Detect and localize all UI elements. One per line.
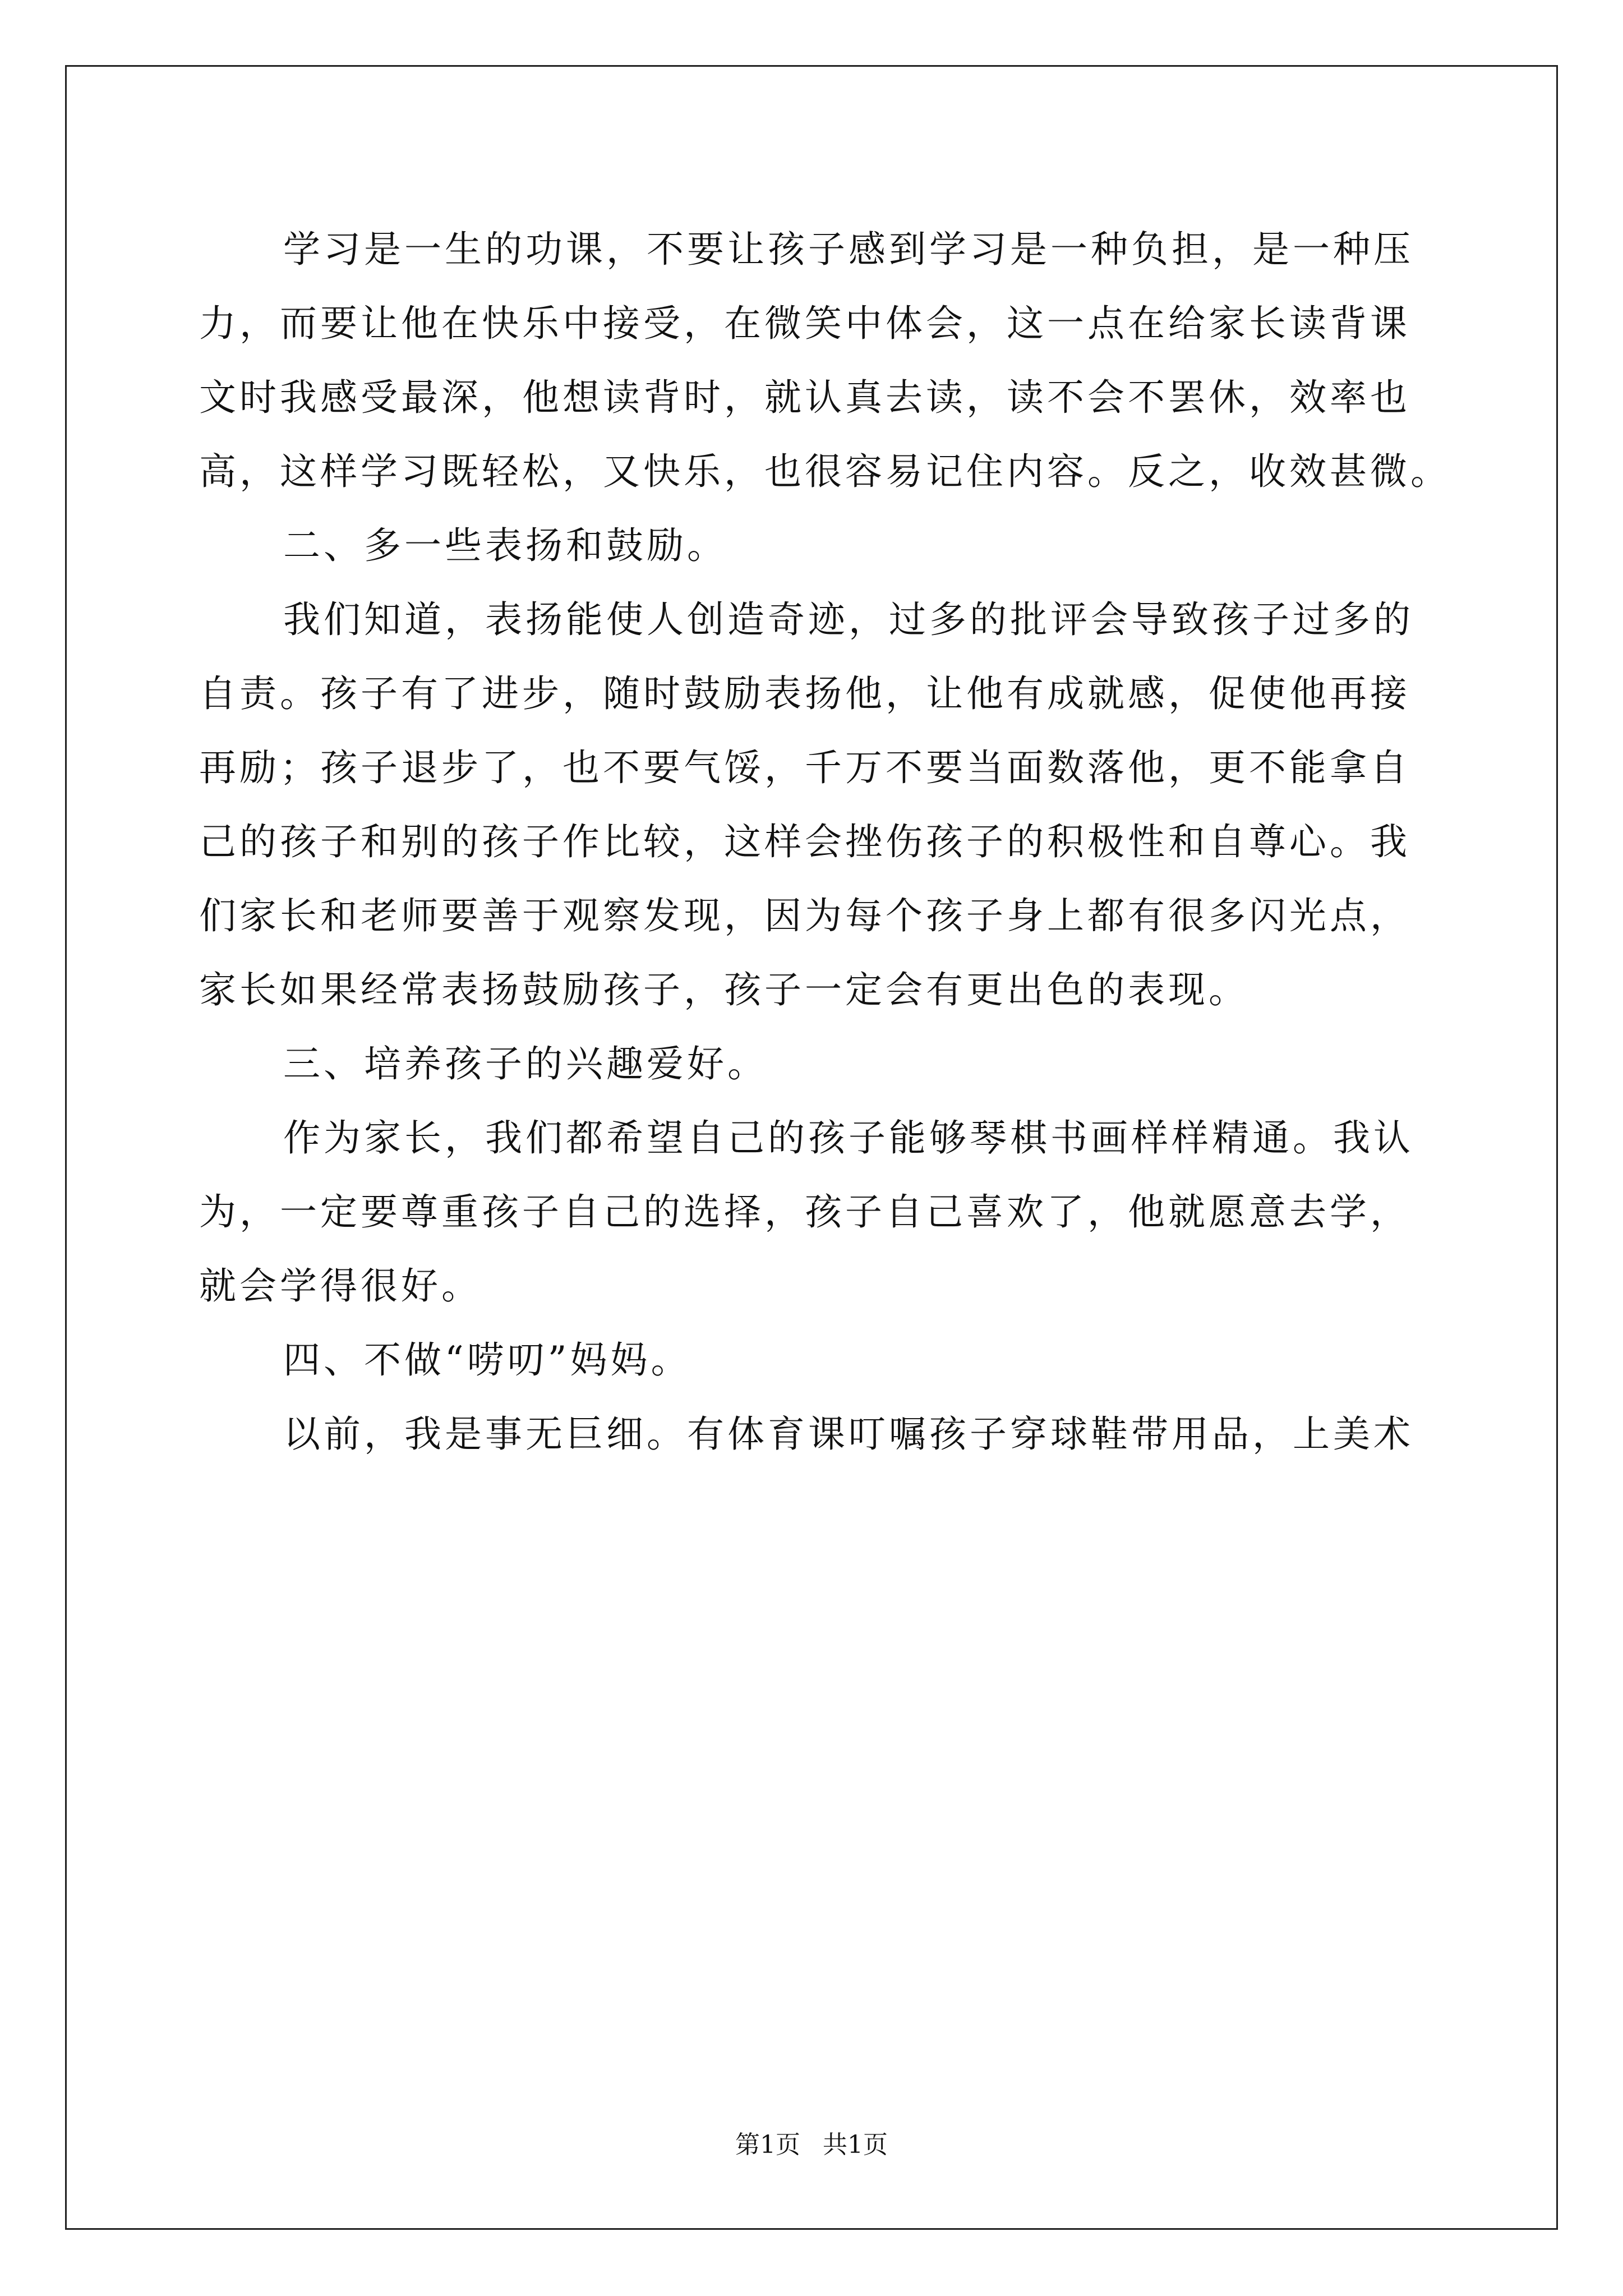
text-line: 为，一定要尊重孩子自己的选择，孩子自己喜欢了，他就愿意去学， bbox=[199, 1190, 1410, 1234]
text-line: 以前，我是事无巨细。有体育课叮嘱孩子穿球鞋带用品，上美术 bbox=[283, 1412, 1414, 1456]
text-line: 己的孩子和别的孩子作比较，这样会挫伤孩子的积极性和自尊心。我 bbox=[199, 820, 1410, 863]
text-line: 文时我感受最深，他想读背时，就认真去读，读不会不罢休，效率也 bbox=[199, 376, 1410, 419]
text-line: 我们知道，表扬能使人创造奇迹，过多的批评会导致孩子过多的 bbox=[283, 598, 1414, 641]
text-line: 学习是一生的功课，不要让孩子感到学习是一种负担，是一种压 bbox=[283, 228, 1414, 271]
page-total: 共1页 bbox=[823, 2131, 888, 2159]
text-line: 再励；孩子退步了，也不要气馁，千万不要当面数落他，更不能拿自 bbox=[199, 746, 1410, 789]
text-line: 高，这样学习既轻松，又快乐，也很容易记住内容。反之，收效甚微。 bbox=[199, 450, 1451, 493]
text-line: 作为家长，我们都希望自己的孩子能够琴棋书画样样精通。我认 bbox=[283, 1116, 1414, 1159]
text-line: 们家长和老师要善于观察发现，因为每个孩子身上都有很多闪光点， bbox=[199, 894, 1410, 937]
page-number: 第1页 bbox=[735, 2131, 800, 2159]
section-heading: 三、培养孩子的兴趣爱好。 bbox=[283, 1042, 768, 1085]
text-line: 自责。孩子有了进步，随时鼓励表扬他，让他有成就感，促使他再接 bbox=[199, 672, 1410, 715]
page-footer bbox=[0, 2129, 1623, 2161]
section-heading: 二、多一些表扬和鼓励。 bbox=[283, 524, 727, 567]
text-line: 家长如果经常表扬鼓励孩子，孩子一定会有更出色的表现。 bbox=[199, 968, 1249, 1011]
text-line: 力，而要让他在快乐中接受，在微笑中体会，这一点在给家长读背课 bbox=[199, 302, 1410, 345]
text-line: 就会学得很好。 bbox=[199, 1264, 482, 1308]
section-heading: 四、不做“唠叨”妈妈。 bbox=[283, 1338, 691, 1382]
